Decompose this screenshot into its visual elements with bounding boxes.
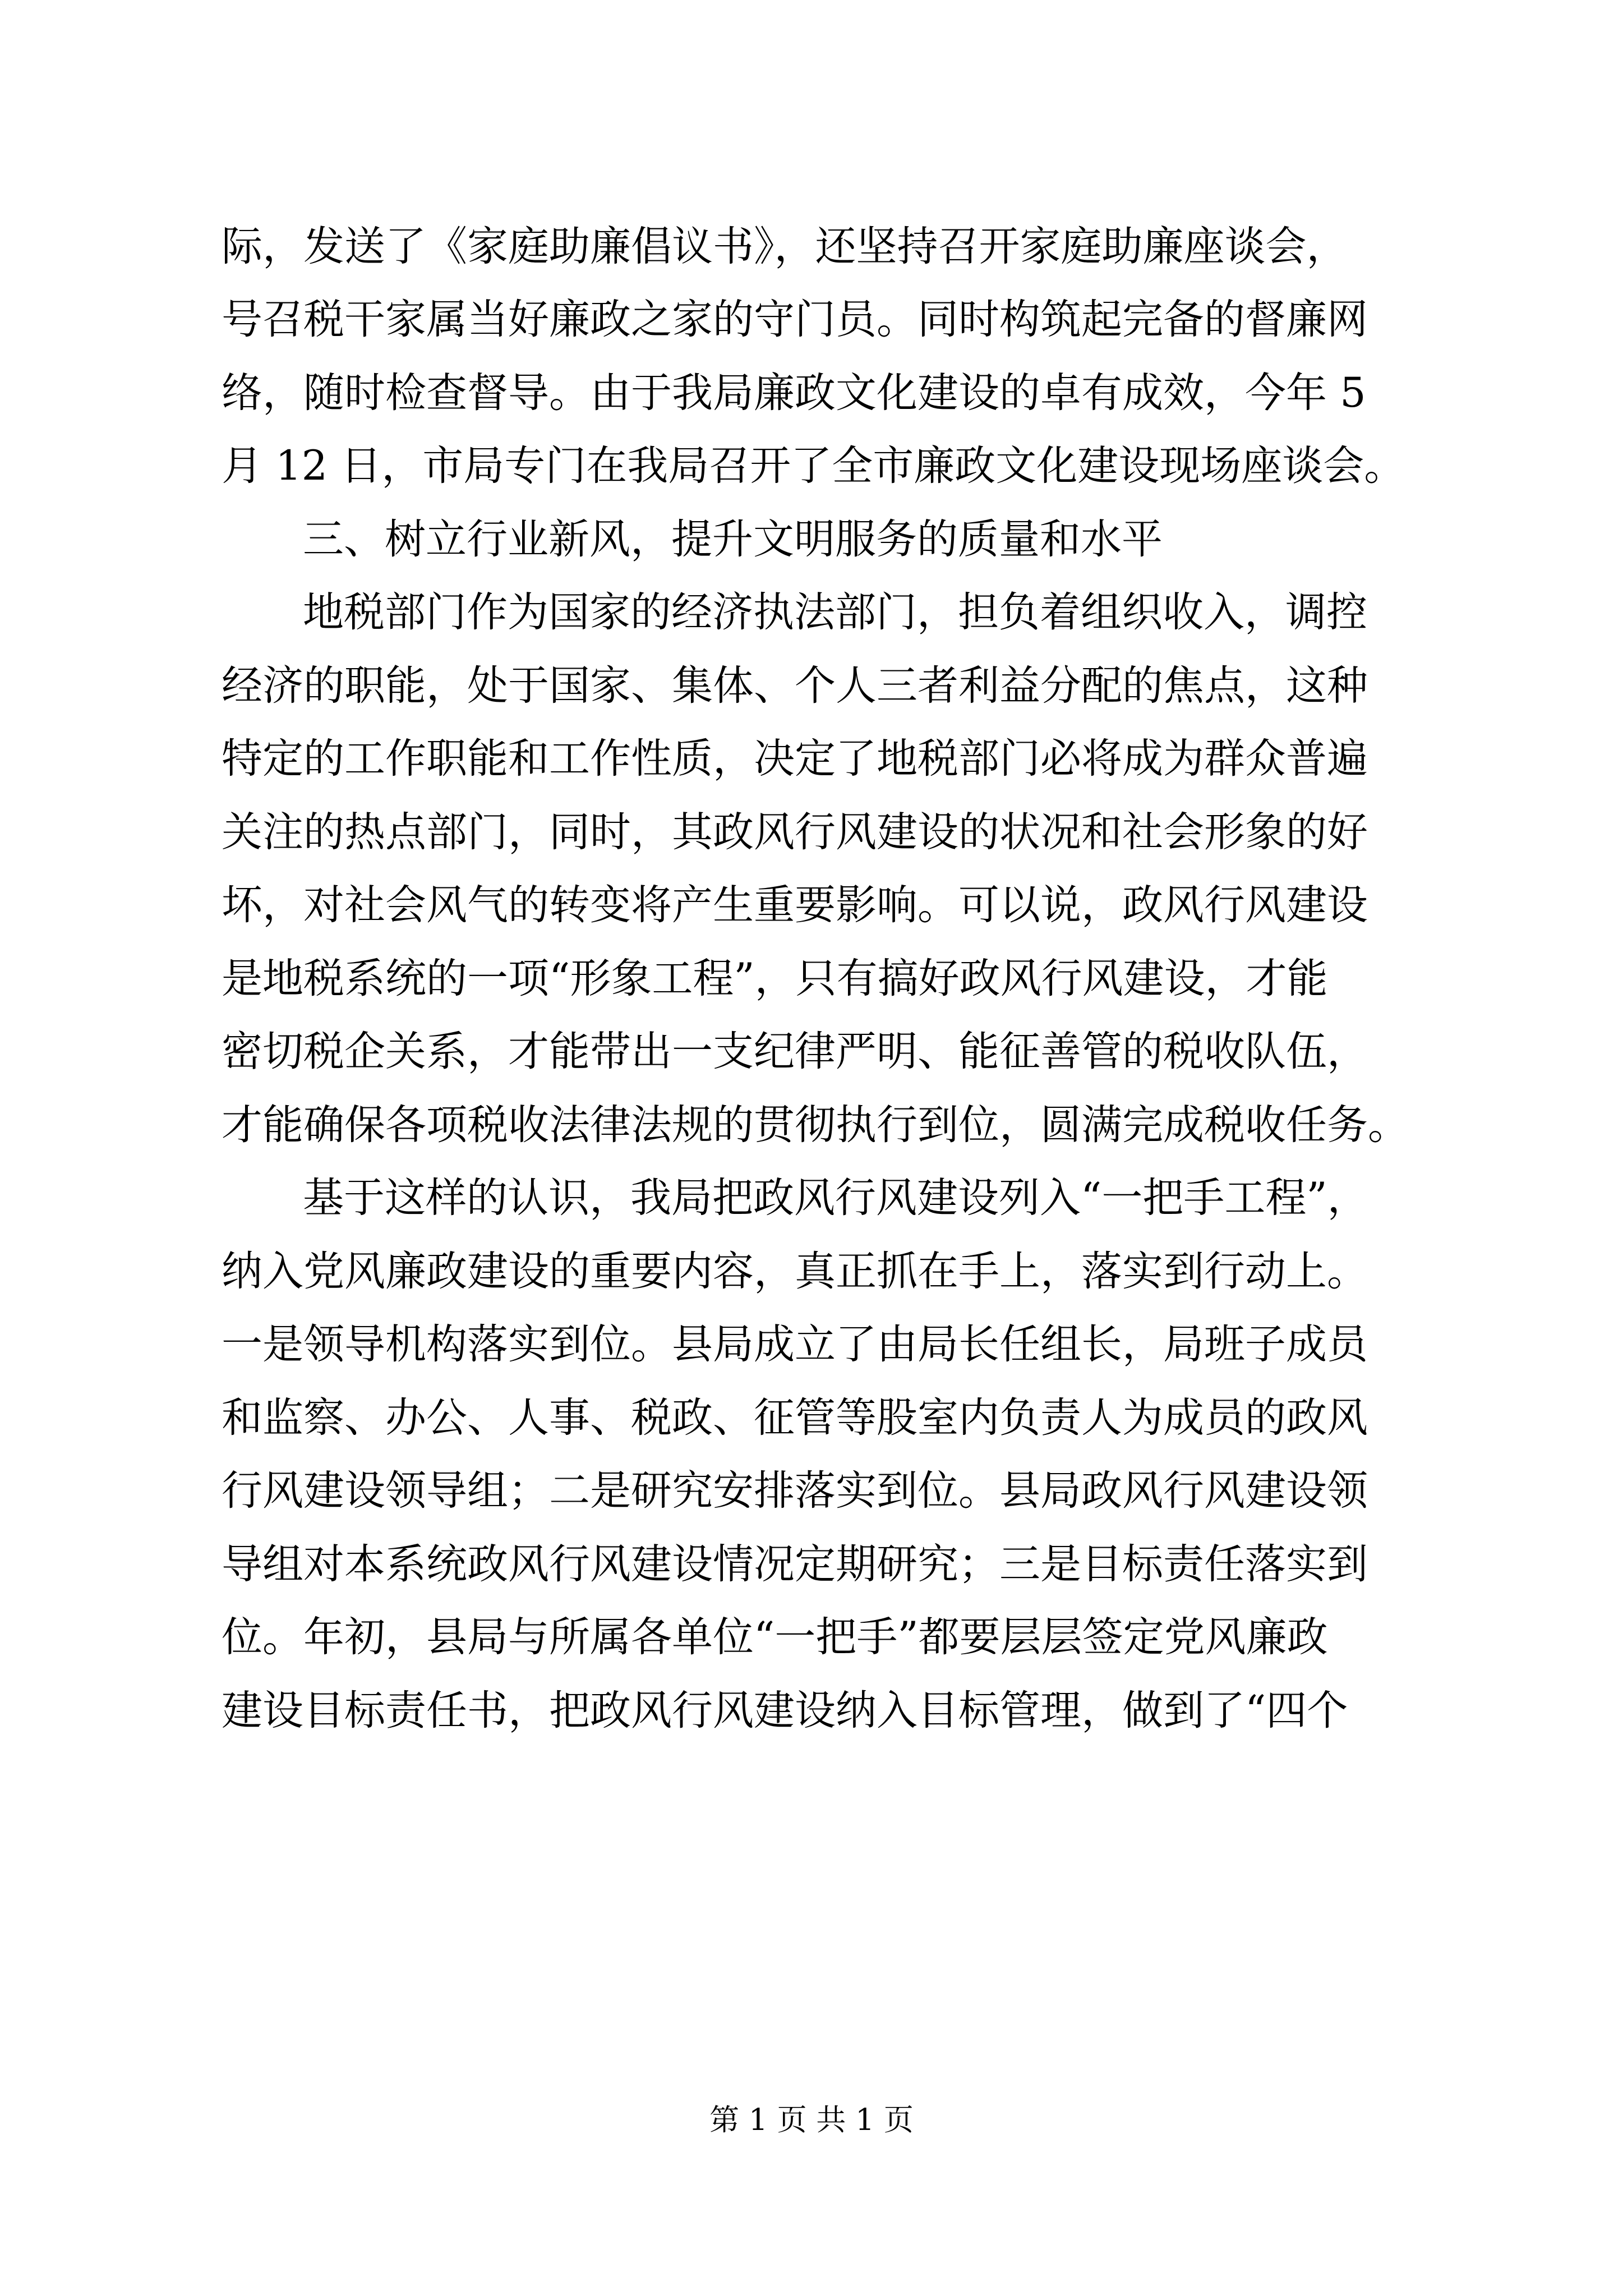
text-line: 基于这样的认识，我局把政风行风建设列入“一把手工程”， [303,1174,1368,1222]
text-line: 坏，对社会风气的转变将产生重要影响。可以说，政风行风建设 [222,881,1368,929]
text-line: 地税部门作为国家的经济执法部门，担负着组织收入，调控 [303,588,1367,636]
text-line: 号召税干家属当好廉政之家的守门员。同时构筑起完备的督廉网 [222,296,1368,343]
text-line: 络，随时检查督导。由于我局廉政文化建设的卓有成效，今年 5 [222,369,1366,417]
page-footer [0,2098,1623,2143]
text-line: 是地税系统的一项“形象工程”，只有搞好政风行风建设，才能 [222,955,1328,1002]
text-line: 经济的职能，处于国家、集体、个人三者利益分配的焦点，这种 [222,662,1368,710]
text-line: 行风建设领导组；二是研究安排落实到位。县局政风行风建设领 [222,1467,1368,1515]
text-line: 纳入党风廉政建设的重要内容，真正抓在手上，落实到行动上。 [222,1248,1368,1295]
text-line: 导组对本系统政风行风建设情况定期研究；三是目标责任落实到 [222,1540,1368,1588]
text-line: 特定的工作职能和工作性质，决定了地税部门必将成为群众普遍 [222,735,1368,783]
text-line: 才能确保各项税收法律法规的贯彻执行到位，圆满完成税收任务。 [222,1101,1409,1149]
text-line: 关注的热点部门，同时，其政风行风建设的状况和社会形象的好 [222,808,1368,856]
text-line: 和监察、办公、人事、税政、征管等股室内负责人为成员的政风 [222,1394,1368,1442]
text-line: 建设目标责任书，把政风行风建设纳入目标管理，做到了“四个 [222,1687,1348,1734]
section-heading: 三、树立行业新风，提升文明服务的质量和水平 [303,516,1163,563]
text-line: 月 12 日，市局专门在我局召开了全市廉政文化建设现场座谈会。 [222,442,1405,490]
text-line: 一是领导机构落实到位。县局成立了由局长任组长，局班子成员 [222,1320,1368,1368]
page-number: 第 1 页 共 1 页 [709,2103,914,2137]
text-line: 密切税企关系，才能带出一支纪律严明、能征善管的税收队伍， [222,1028,1368,1075]
text-line: 际，发送了《家庭助廉倡议书》，还坚持召开家庭助廉座谈会， [222,223,1348,270]
text-line: 位。年初，县局与所属各单位“一把手”都要层层签定党风廉政 [222,1613,1328,1661]
